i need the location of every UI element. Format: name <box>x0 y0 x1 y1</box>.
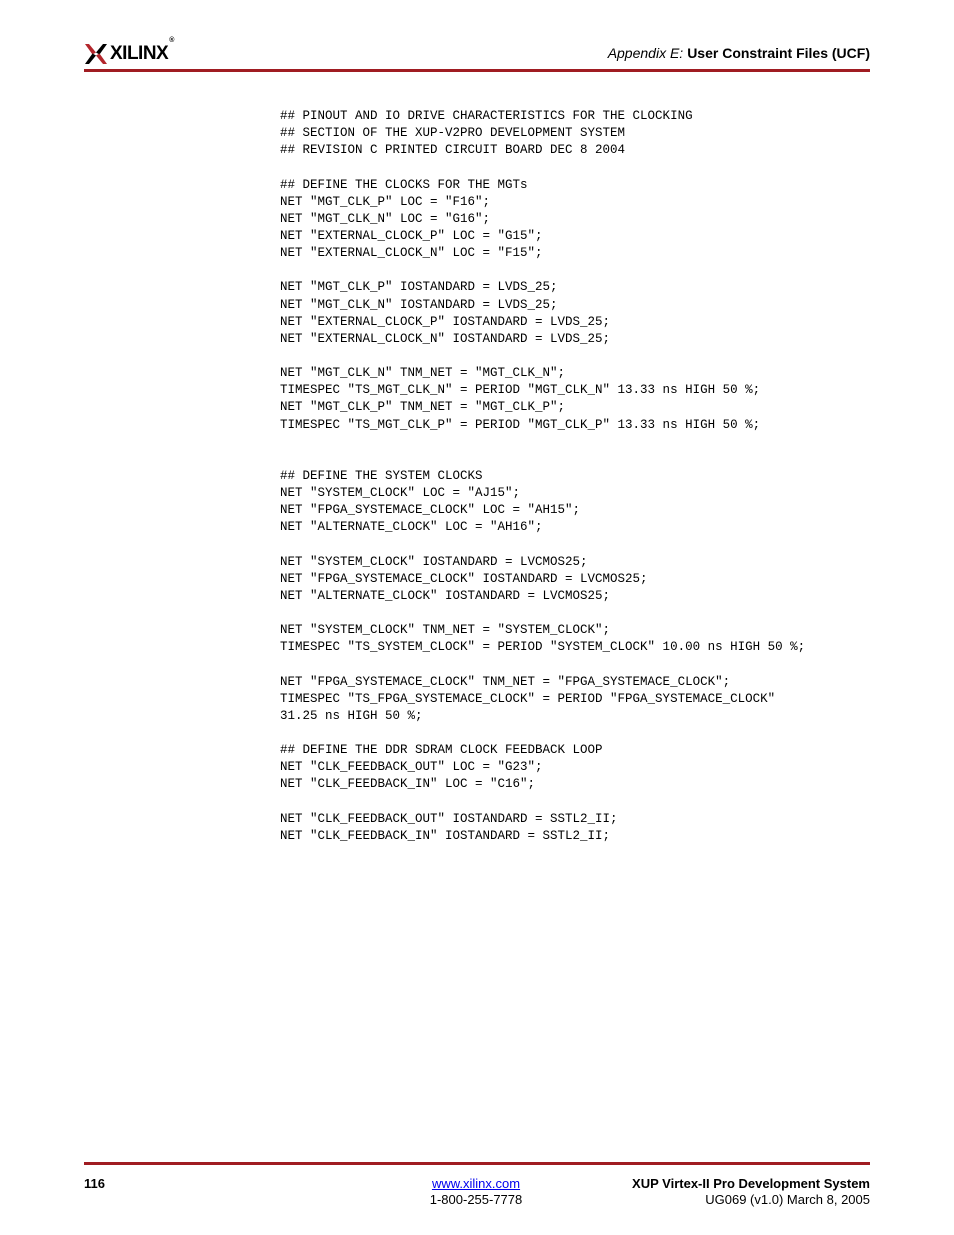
code-line: NET "CLK_FEEDBACK_IN" IOSTANDARD = SSTL2_II; <box>280 828 611 843</box>
code-line: NET "FPGA_SYSTEMACE_CLOCK" TNM_NET = "FPGA_SYSTEMACE_CLOCK"; <box>280 674 731 689</box>
logo-wordmark: XILINX® <box>110 37 174 64</box>
code-line: NET "MGT_CLK_N" IOSTANDARD = LVDS_25; <box>280 297 558 312</box>
code-line: NET "FPGA_SYSTEMACE_CLOCK" IOSTANDARD = LVCMOS25; <box>280 571 648 586</box>
ucf-code-listing <box>280 108 870 845</box>
code-line: NET "ALTERNATE_CLOCK" LOC = "AH16"; <box>280 520 543 535</box>
code-line: NET "MGT_CLK_P" LOC = "F16"; <box>280 194 491 209</box>
section-title: User Constraint Files (UCF) <box>687 45 870 61</box>
code-line <box>280 159 870 176</box>
code-line <box>280 262 870 279</box>
code-line: NET "EXTERNAL_CLOCK_N" IOSTANDARD = LVDS_25; <box>280 331 611 346</box>
xilinx-x-icon <box>84 42 108 66</box>
code-line <box>280 605 870 622</box>
footer-contact <box>430 1176 523 1208</box>
code-line: TIMESPEC "TS_MGT_CLK_N" = PERIOD "MGT_CLK_N" 13.33 ns HIGH 50 %; <box>280 383 761 398</box>
code-line: NET "MGT_CLK_N" TNM_NET = "MGT_CLK_N"; <box>280 366 566 381</box>
code-line: NET "CLK_FEEDBACK_IN" LOC = "C16"; <box>280 777 536 792</box>
code-line: NET "ALTERNATE_CLOCK" IOSTANDARD = LVCMOS25; <box>280 588 611 603</box>
code-line <box>280 725 870 742</box>
code-line: NET "EXTERNAL_CLOCK_P" IOSTANDARD = LVDS_25; <box>280 314 611 329</box>
code-line <box>280 434 870 451</box>
code-line: NET "MGT_CLK_N" LOC = "G16"; <box>280 211 491 226</box>
code-line: NET "FPGA_SYSTEMACE_CLOCK" LOC = "AH15"; <box>280 503 581 518</box>
code-line: ## DEFINE THE CLOCKS FOR THE MGTs <box>280 177 528 192</box>
appendix-label: Appendix E: <box>607 45 684 61</box>
code-line <box>280 657 870 674</box>
code-line: NET "SYSTEM_CLOCK" LOC = "AJ15"; <box>280 486 521 501</box>
code-line: NET "SYSTEM_CLOCK" TNM_NET = "SYSTEM_CLOCK"; <box>280 623 611 638</box>
code-line <box>280 348 870 365</box>
code-line: ## REVISION C PRINTED CIRCUIT BOARD DEC 8 2004 <box>280 143 626 158</box>
code-line <box>280 537 870 554</box>
code-line: NET "MGT_CLK_P" IOSTANDARD = LVDS_25; <box>280 280 558 295</box>
code-line: TIMESPEC "TS_MGT_CLK_P" = PERIOD "MGT_CLK_P" 13.33 ns HIGH 50 %; <box>280 417 761 432</box>
page-number: 116 <box>84 1176 105 1191</box>
header-rule <box>84 69 870 72</box>
xilinx-logo <box>84 37 174 68</box>
footer-doc-info <box>632 1176 870 1208</box>
footer-rule <box>84 1162 870 1165</box>
code-line: TIMESPEC "TS_FPGA_SYSTEMACE_CLOCK" = PERIOD "FPGA_SYSTEMACE_CLOCK" <box>280 691 776 706</box>
page-header <box>84 38 870 70</box>
doc-title: XUP Virtex-II Pro Development System <box>632 1176 870 1191</box>
doc-id: UG069 (v1.0) March 8, 2005 <box>705 1192 870 1207</box>
code-line <box>280 451 870 468</box>
code-line: NET "CLK_FEEDBACK_OUT" LOC = "G23"; <box>280 760 543 775</box>
code-line: NET "EXTERNAL_CLOCK_N" LOC = "F15"; <box>280 246 543 261</box>
code-line: ## SECTION OF THE XUP-V2PRO DEVELOPMENT SYSTEM <box>280 126 626 141</box>
code-line: NET "MGT_CLK_P" TNM_NET = "MGT_CLK_P"; <box>280 400 566 415</box>
website-link[interactable]: www.xilinx.com <box>431 1176 521 1191</box>
code-line: NET "SYSTEM_CLOCK" IOSTANDARD = LVCMOS25; <box>280 554 588 569</box>
code-line: ## PINOUT AND IO DRIVE CHARACTERISTICS FOR THE CLOCKING <box>280 109 693 123</box>
code-line: ## DEFINE THE DDR SDRAM CLOCK FEEDBACK LOOP <box>280 743 603 758</box>
phone-number: 1-800-255-7778 <box>429 1192 523 1207</box>
registered-mark: ® <box>169 37 174 44</box>
code-line: ## DEFINE THE SYSTEM CLOCKS <box>280 468 483 483</box>
code-line: 31.25 ns HIGH 50 %; <box>280 708 423 723</box>
code-line: NET "CLK_FEEDBACK_OUT" IOSTANDARD = SSTL2_II; <box>280 811 618 826</box>
code-line: NET "EXTERNAL_CLOCK_P" LOC = "G15"; <box>280 228 543 243</box>
code-line: TIMESPEC "TS_SYSTEM_CLOCK" = PERIOD "SYSTEM_CLOCK" 10.00 ns HIGH 50 %; <box>280 640 806 655</box>
header-title <box>608 45 870 61</box>
code-line <box>280 794 870 811</box>
